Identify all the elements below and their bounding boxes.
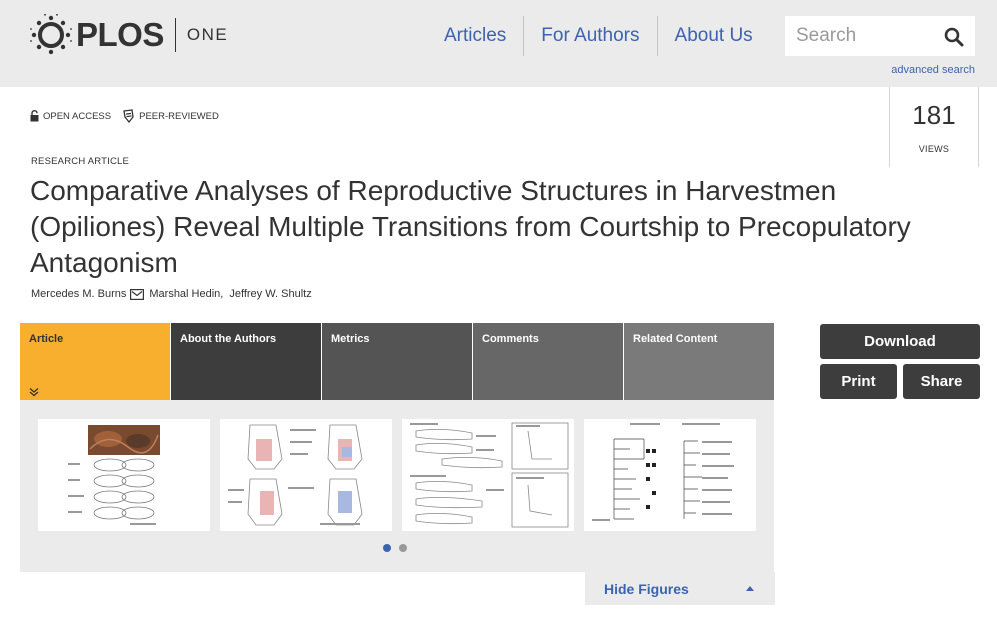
search-box (785, 16, 975, 56)
tab-comments[interactable]: Comments (473, 323, 623, 400)
author-name[interactable]: Mercedes M. Burns (31, 288, 127, 300)
carousel-dot[interactable] (399, 544, 407, 552)
download-button[interactable]: Download (820, 324, 980, 359)
figure-thumbnail[interactable] (220, 419, 392, 531)
double-chevron-down-icon (29, 387, 39, 397)
tab-article[interactable] (20, 323, 170, 405)
author-name[interactable]: Marshal Hedin, (149, 288, 224, 300)
site-header (0, 0, 997, 87)
tab-related-content[interactable]: Related Content (624, 323, 774, 400)
main-nav (426, 16, 770, 56)
author-name[interactable]: Jeffrey W. Shultz (229, 288, 312, 300)
figure-image (584, 419, 756, 531)
logo-divider (175, 18, 176, 52)
peer-reviewed-label: PEER-REVIEWED (139, 110, 219, 122)
article-tabs (20, 323, 774, 405)
tab-about-the-authors[interactable]: About the Authors (171, 323, 321, 400)
plos-logo-mark-icon (30, 14, 72, 56)
author-list (31, 288, 312, 300)
figure-image (220, 419, 392, 531)
carousel-dot-active[interactable] (383, 544, 391, 552)
logo-text: PLOS (76, 16, 164, 53)
open-access-badge[interactable] (30, 110, 111, 122)
carousel-pagination (383, 544, 415, 552)
nav-about-us[interactable]: About Us (674, 25, 753, 46)
nav-for-authors[interactable]: For Authors (524, 16, 657, 56)
open-access-label: OPEN ACCESS (43, 110, 112, 122)
figure-image (38, 419, 210, 531)
logo-journal-name: ONE (186, 25, 229, 44)
hide-figures-label: Hide Figures (604, 580, 689, 597)
views-label: VIEWS (918, 144, 950, 154)
figure-thumbnail[interactable] (38, 419, 210, 531)
nav-articles[interactable]: Articles (426, 16, 524, 56)
figure-carousel (20, 400, 774, 572)
caret-up-icon (746, 586, 754, 591)
views-count: 181 (912, 100, 956, 130)
article-badges (30, 109, 231, 123)
peer-reviewed-icon (123, 109, 135, 123)
article-title: Comparative Analyses of Reproductive Structures in Harvestmen (Opiliones) Reveal Multiple Transitions from Courtship to Precopulatory Antagonism (30, 175, 911, 278)
figure-image (402, 419, 574, 531)
advanced-search-link[interactable]: advanced search (891, 64, 975, 76)
email-icon[interactable] (130, 289, 144, 300)
figure-thumbnail[interactable] (584, 419, 756, 531)
peer-reviewed-badge[interactable] (123, 109, 219, 123)
plos-one-logo[interactable] (30, 14, 228, 56)
hide-figures-toggle[interactable] (585, 572, 775, 605)
search-icon[interactable] (943, 26, 965, 48)
tab-metrics[interactable]: Metrics (322, 323, 472, 400)
article-type: RESEARCH ARTICLE (31, 156, 130, 167)
print-button[interactable]: Print (820, 364, 897, 399)
share-button[interactable]: Share (903, 364, 980, 399)
unlock-icon (30, 110, 39, 122)
tab-label: Article (29, 333, 64, 345)
views-counter[interactable] (889, 87, 979, 167)
search-input[interactable] (785, 25, 935, 47)
figure-thumbnail[interactable] (402, 419, 574, 531)
